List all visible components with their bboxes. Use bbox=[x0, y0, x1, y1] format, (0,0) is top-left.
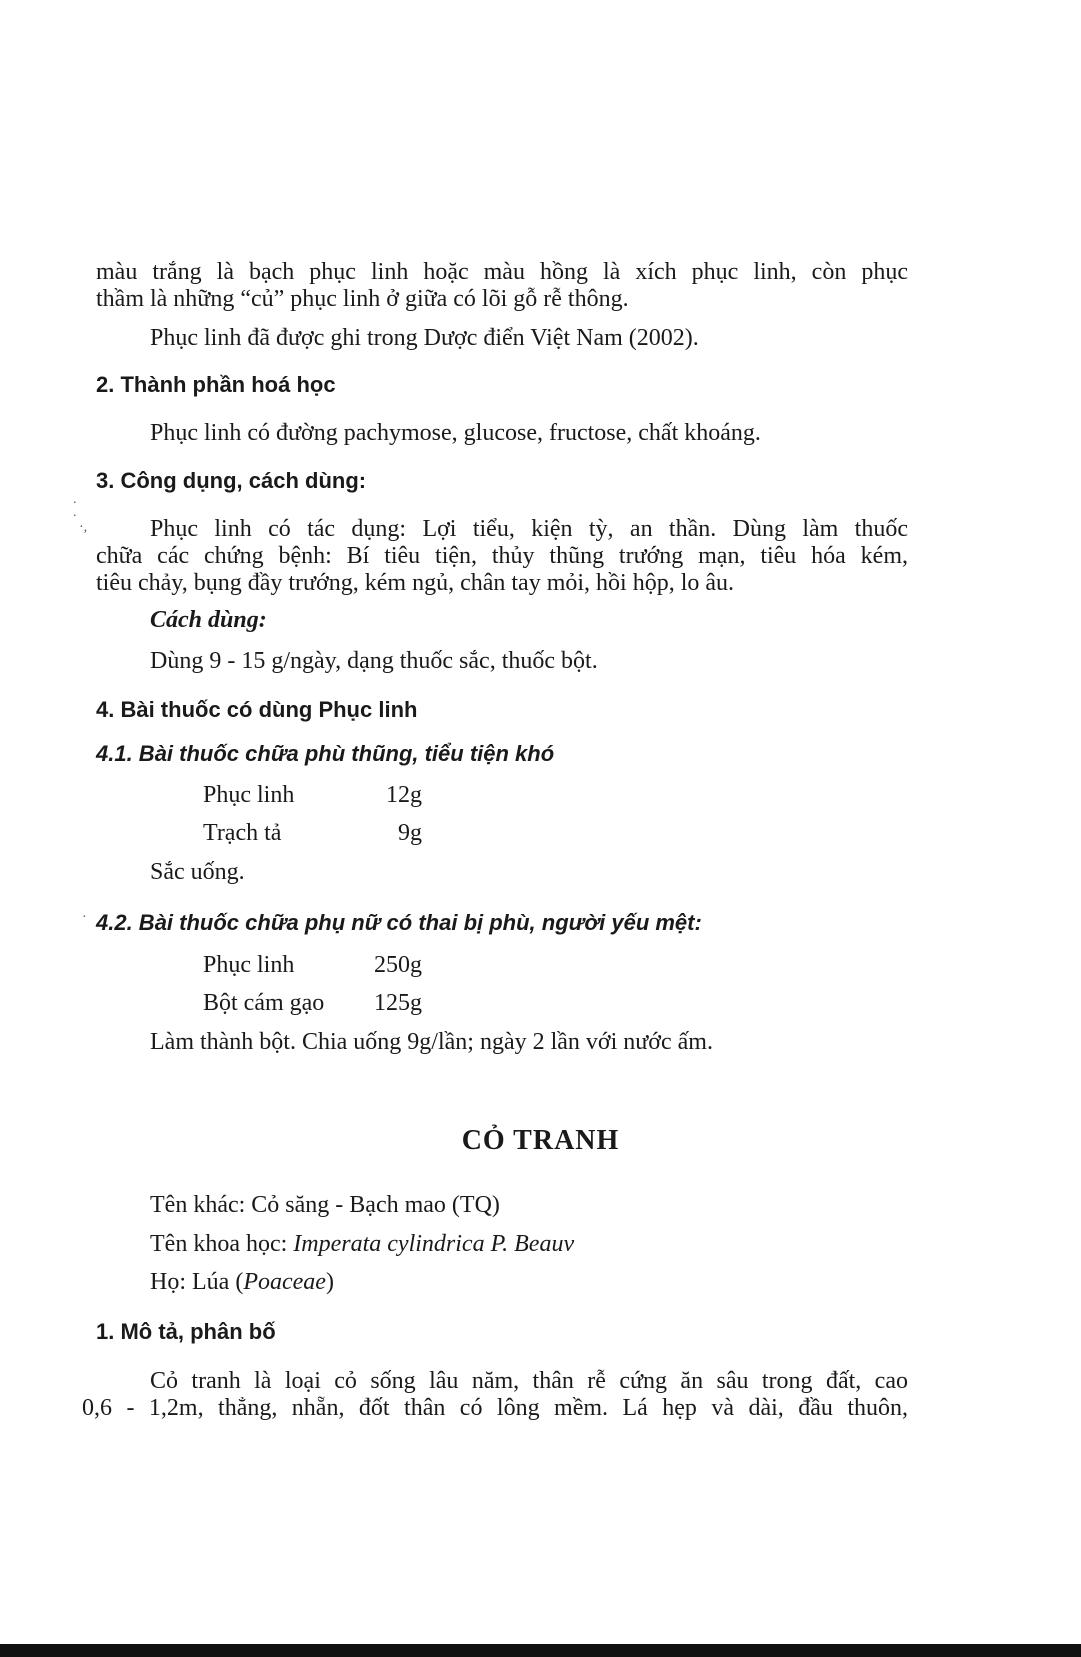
scan-mark: . bbox=[73, 505, 77, 520]
cotranh-section-1-line-1: Cỏ tranh là loại cỏ sống lâu năm, thân rễ cứng ăn sâu trong đất, cao bbox=[150, 1368, 908, 1394]
recipe-1-instruction: Sắc uống. bbox=[150, 859, 245, 885]
cotranh-family bbox=[150, 1267, 334, 1297]
intro-line-3: Phục linh đã được ghi trong Dược điển Việt Nam (2002). bbox=[150, 325, 699, 351]
scientific-name-label: Tên khoa học: bbox=[150, 1231, 294, 1257]
recipe-2-instruction: Làm thành bột. Chia uống 9g/lần; ngày 2 lần với nước ấm. bbox=[150, 1029, 713, 1055]
recipe-2-heading: 4.2. Bài thuốc chữa phụ nữ có thai bị phù, người yếu mệt: bbox=[96, 910, 702, 935]
section-4-heading: 4. Bài thuốc có dùng Phục linh bbox=[96, 697, 418, 722]
section-3-line-3: tiêu chảy, bụng đầy trướng, kém ngủ, chân tay mỏi, hồi hộp, lo âu. bbox=[96, 570, 735, 596]
recipe-2-herb-name: Bột cám gạo bbox=[203, 990, 325, 1016]
family-label: Họ: Lúa ( bbox=[150, 1269, 244, 1295]
intro-line-1: màu trắng là bạch phục linh hoặc màu hồng là xích phục linh, còn phục bbox=[96, 259, 908, 285]
recipe-1-herb-name: Phục linh bbox=[203, 782, 295, 808]
section-3-line-1: Phục linh có tác dụng: Lợi tiểu, kiện tỳ, an thần. Dùng làm thuốc bbox=[150, 516, 908, 542]
recipe-1-heading: 4.1. Bài thuốc chữa phù thũng, tiểu tiện khó bbox=[96, 741, 555, 766]
recipe-2-herb-name: Phục linh bbox=[203, 952, 295, 978]
cotranh-section-1-heading: 1. Mô tả, phân bố bbox=[96, 1319, 276, 1344]
cotranh-title: CỎ TRANH bbox=[461, 1125, 620, 1156]
cotranh-scientific-name bbox=[150, 1229, 574, 1259]
cotranh-other-name: Tên khác: Cỏ săng - Bạch mao (TQ) bbox=[150, 1192, 500, 1218]
family-value: Poaceae bbox=[243, 1269, 326, 1295]
section-3-line-2: chữa các chứng bệnh: Bí tiêu tiện, thủy thũng trướng mạn, tiêu hóa kém, bbox=[96, 543, 908, 569]
family-close: ) bbox=[325, 1269, 334, 1295]
section-2-text: Phục linh có đường pachymose, glucose, fructose, chất khoáng. bbox=[150, 420, 761, 446]
recipe-1-herb-qty: 12g bbox=[386, 782, 422, 808]
usage-text: Dùng 9 - 15 g/ngày, dạng thuốc sắc, thuốc bột. bbox=[150, 648, 598, 674]
recipe-1-herb-qty: 9g bbox=[398, 820, 422, 846]
cotranh-section-1-line-2: 0,6 - 1,2m, thẳng, nhẵn, đốt thân có lông mềm. Lá hẹp và dài, đầu thuôn, bbox=[82, 1395, 908, 1421]
bottom-scan-border bbox=[0, 1644, 1081, 1657]
scan-mark: ·, bbox=[79, 520, 88, 535]
scan-mark: · bbox=[82, 910, 87, 925]
scientific-name-value: Imperata cylindrica P. Beauv bbox=[293, 1231, 575, 1257]
usage-heading: Cách dùng: bbox=[150, 607, 267, 633]
recipe-2-herb-qty: 250g bbox=[374, 952, 422, 978]
section-3-heading: 3. Công dụng, cách dùng: bbox=[96, 468, 367, 493]
recipe-2-herb-qty: 125g bbox=[374, 990, 422, 1016]
section-2-heading: 2. Thành phần hoá học bbox=[96, 372, 336, 397]
scan-mark: . bbox=[73, 492, 77, 507]
recipe-1-herb-name: Trạch tả bbox=[203, 820, 282, 846]
intro-line-2: thầm là những “củ” phục linh ở giữa có lõi gỗ rễ thông. bbox=[96, 286, 629, 312]
